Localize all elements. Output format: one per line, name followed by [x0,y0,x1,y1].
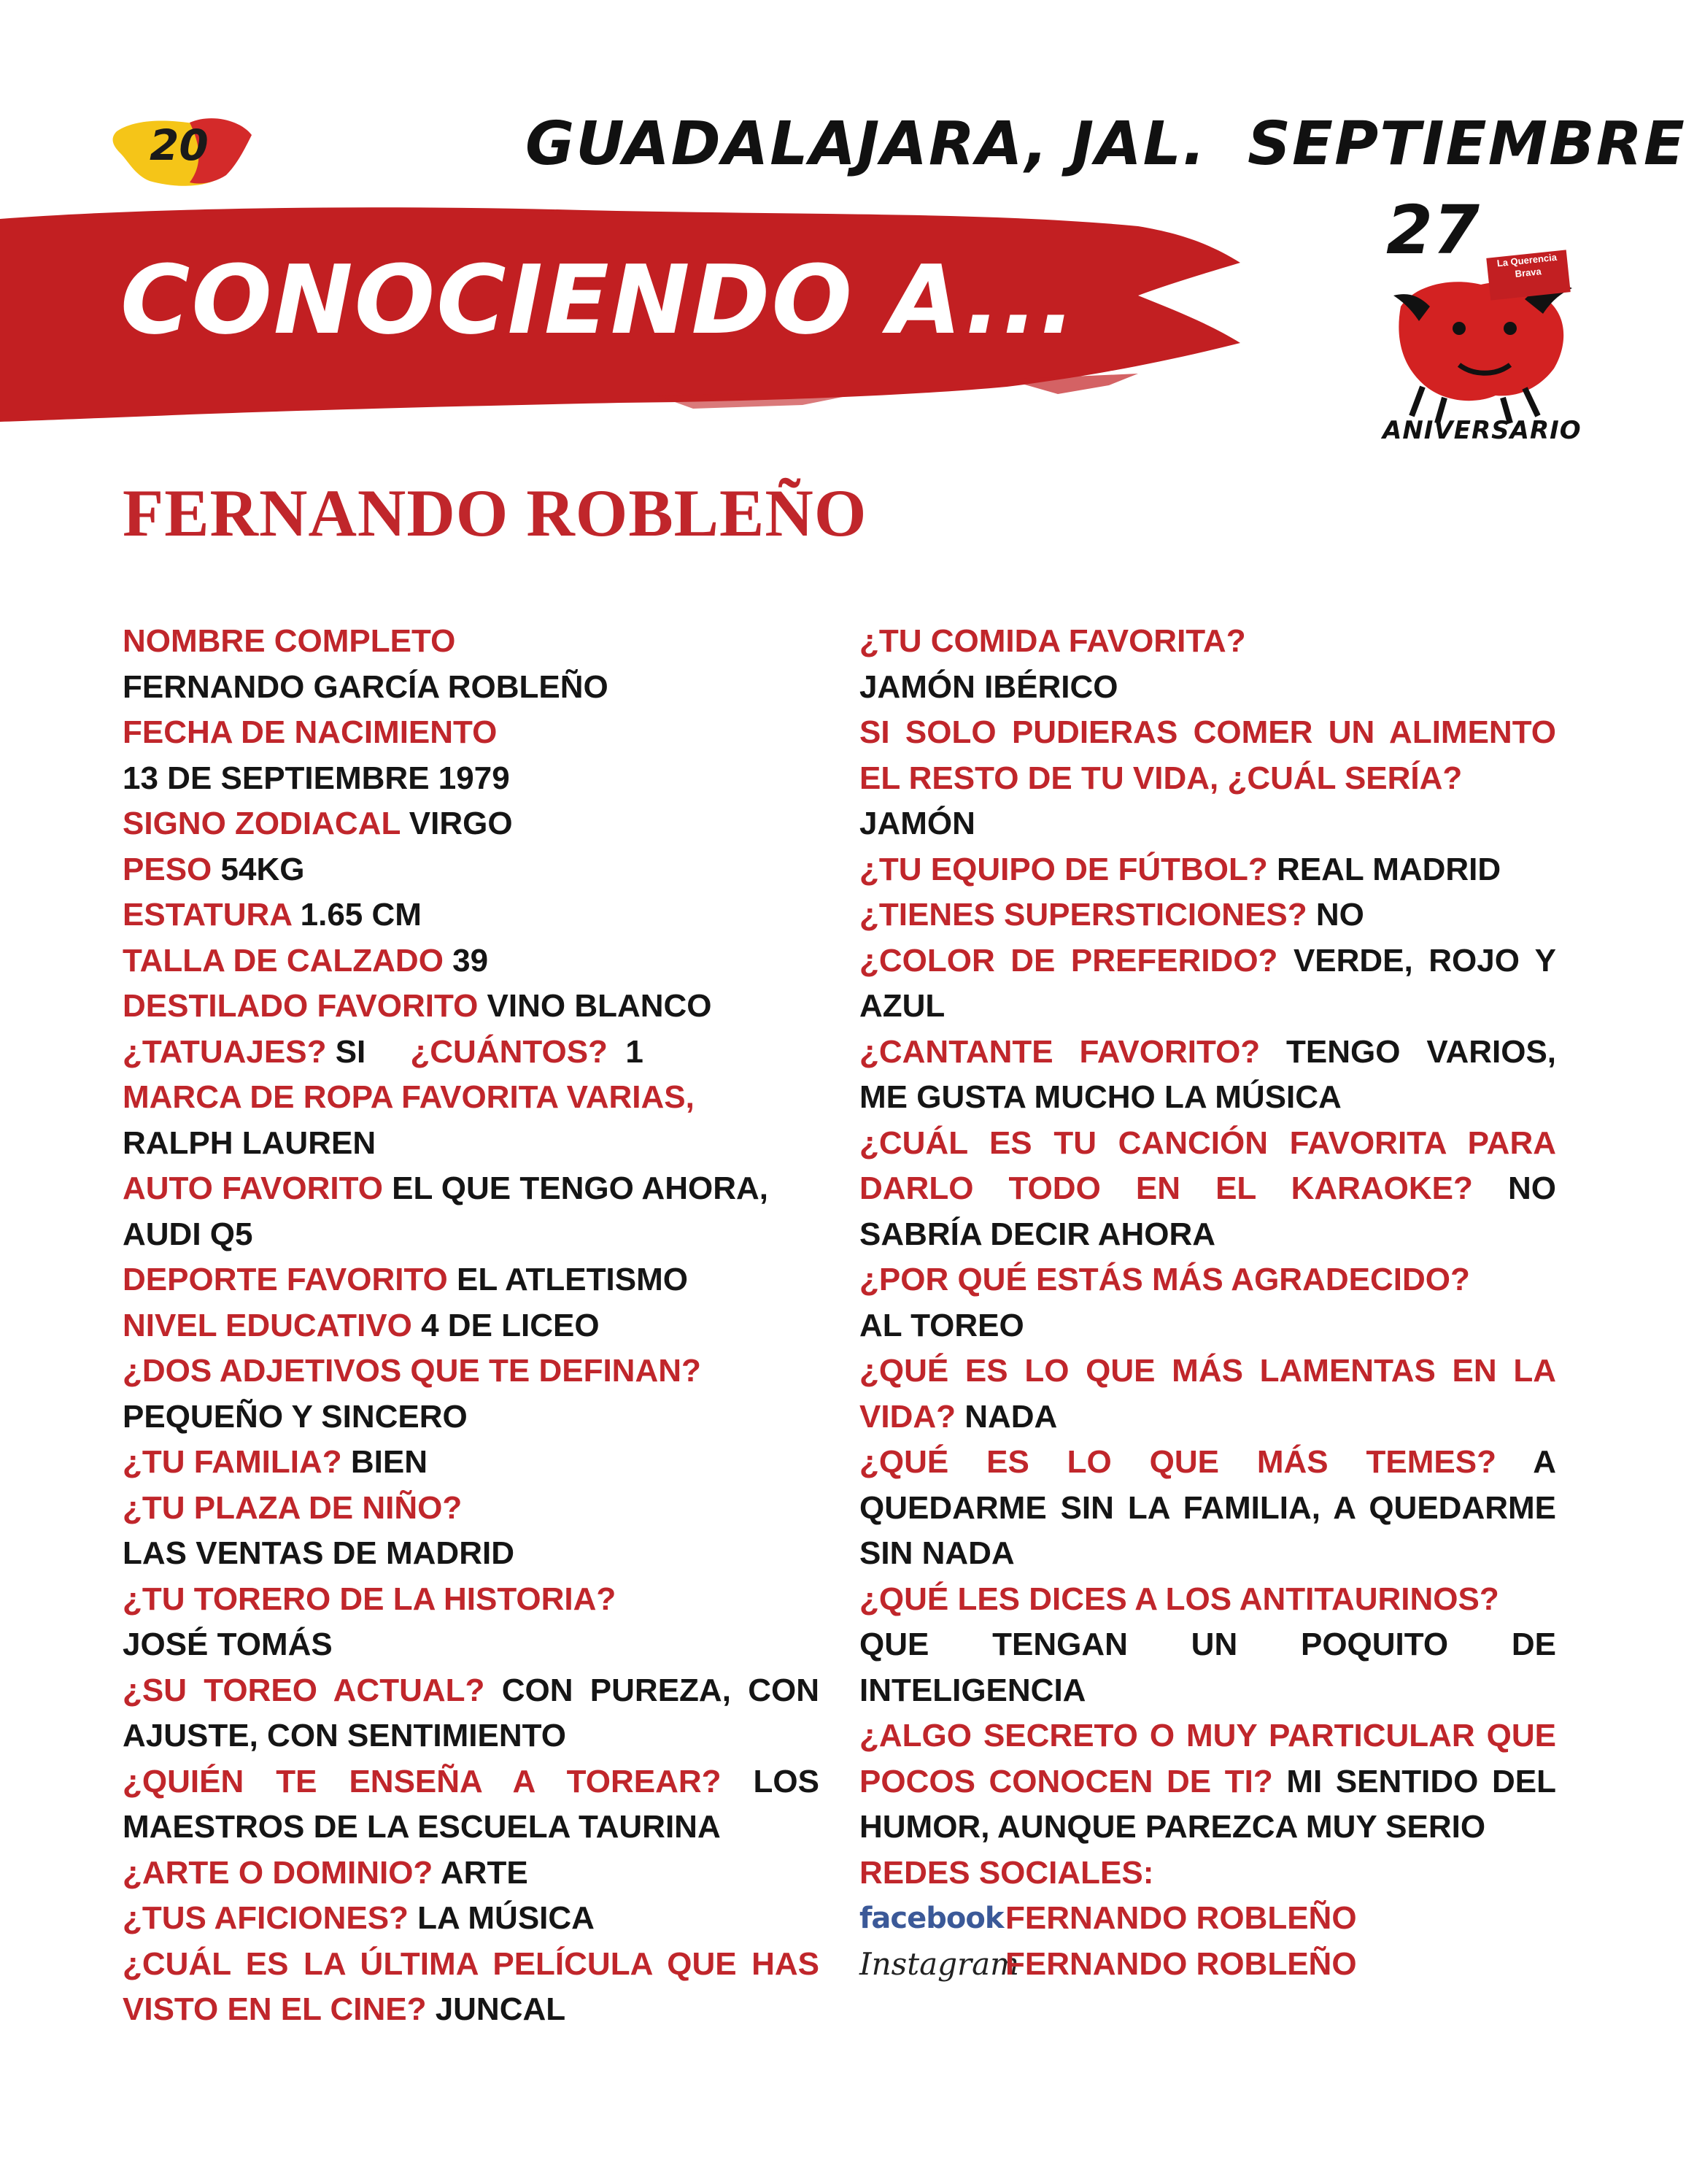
qa-entry [859,1348,1556,1440]
qa-entry [123,1303,819,1349]
question-label: ESTATURA [123,897,292,933]
answer-text: 1.65 CM [300,897,422,933]
answer-text: NO SABRÍA DECIR AHORA [859,1170,1556,1252]
question-label: ¿DOS ADJETIVOS QUE TE DEFINAN? [123,1353,701,1389]
answer-text: JOSÉ TOMÁS [123,1627,333,1662]
answer-text: AL TOREO [859,1307,1024,1343]
question-label: ¿CUÁL ES TU CANCIÓN FAVORITA PARA DARLO TODO EN EL KARAOKE? [859,1124,1556,1206]
question-label: MARCA DE ROPA FAVORITA VARIAS, [123,1079,695,1115]
answer-text: 4 DE LICEO [421,1307,600,1343]
qa-entry [859,710,1556,847]
answer-text: VERDE, ROJO Y AZUL [859,942,1556,1024]
question-label: REDES SOCIALES: [859,1854,1154,1891]
question-label: NOMBRE COMPLETO [123,623,456,659]
qa-entry [123,1896,819,1942]
qa-entry [123,1668,819,1759]
question-label: SIGNO ZODIACAL [123,806,401,841]
answer-text: NO [1315,897,1364,933]
question-label: ¿POR QUÉ ESTÁS MÁS AGRADECIDO? [859,1262,1470,1297]
answer-text: VIRGO [409,806,513,841]
qa-entry [859,938,1556,1030]
question-label: ¿CANTANTE FAVORITO? [859,1033,1261,1070]
question-label: ¿QUIÉN TE ENSEÑA A TOREAR? [123,1763,722,1799]
answer-text: MI SENTIDO DEL HUMOR, AUNQUE PAREZCA MUY SERIO [859,1763,1556,1845]
question-label: ¿TU COMIDA FAVORITA? [859,623,1246,659]
answer-text: EL ATLETISMO [457,1262,688,1297]
answer-text: ARTE [440,1854,528,1891]
question-label: DESTILADO FAVORITO [123,988,479,1024]
answer-text: BIEN [350,1444,428,1480]
question-label: ¿ARTE O DOMINIO? [123,1854,433,1891]
header-city: GUADALAJARA, JAL. [525,109,1207,179]
qa-entry [123,1257,819,1303]
qa-entry [123,1942,819,2033]
answer-text: NADA [964,1398,1058,1435]
qa-entry [123,847,819,893]
qa-entry [123,1577,819,1668]
qa-entry [123,1030,819,1076]
question-label: ¿TU EQUIPO DE FÚTBOL? [859,851,1268,887]
answer-text: CON PUREZA, CON AJUSTE, CON SENTIMIENTO [123,1672,820,1753]
question-label: NIVEL EDUCATIVO [123,1307,412,1343]
question-label: ¿QUÉ ES LO QUE MÁS LAMENTAS EN LA VIDA? [859,1353,1556,1435]
qa-entry [859,1851,1556,1896]
right-column [859,619,1556,1987]
answer-text: LOS MAESTROS DE LA ESCUELA TAURINA [123,1763,819,1845]
qa-entry [123,1759,819,1851]
answer-text: TENGO VARIOS, ME GUSTA MUCHO LA MÚSICA [859,1033,1557,1115]
question-label: FECHA DE NACIMIENTO [123,714,498,750]
qa-entry [859,847,1556,893]
question-label: ¿QUÉ LES DICES A LOS ANTITAURINOS? [859,1581,1499,1617]
social-handle: FERNANDO ROBLEÑO [1005,1900,1357,1936]
question-label: ¿CUÁL ES LA ÚLTIMA PELÍCULA QUE HAS VISTO EN EL CINE? [123,1945,819,2027]
anniversary-tag: La Querencia Brava [1486,250,1570,300]
answer-text: 54KG [220,851,305,887]
question-label: ¿TU FAMILIA? [123,1444,342,1480]
qa-entry [123,619,819,665]
answer-text: SI [335,1033,366,1070]
qa-entry [859,1030,1556,1121]
qa-entry [859,892,1556,938]
question-label: AUTO FAVORITO [123,1170,383,1206]
qa-entry [123,1440,819,1486]
question-label: ¿TU PLAZA DE NIÑO? [123,1489,463,1526]
instagram-logo-icon: Instagram [859,1945,1019,1982]
social-row-facebook [859,1896,1556,1942]
question-label: ¿CUÁNTOS? [410,1033,608,1070]
qa-entry [123,1486,819,1577]
answer-text: QUE TENGAN UN POQUITO DE INTELIGENCIA [859,1627,1556,1708]
qa-entry [859,619,1556,710]
qa-entry [859,1713,1556,1851]
left-column [123,619,819,2033]
social-row-instagram [859,1942,1556,1988]
answer-text: LAS VENTAS DE MADRID [123,1535,514,1571]
qa-entry [123,938,819,984]
answer-text: VINO BLANCO [487,988,712,1024]
qa-entry [123,1348,819,1440]
qa-entry [123,1075,819,1166]
banner-title: CONOCIENDO A... [120,244,1078,355]
answer-text: PEQUEÑO Y SINCERO [123,1398,468,1435]
answer-text: RALPH LAUREN [123,1124,376,1161]
page-title: FERNANDO ROBLEÑO [123,476,867,550]
qa-entry [123,1166,819,1257]
qa-entry [123,710,819,756]
answer-text: REAL MADRID [1277,851,1501,887]
question-label: SI SOLO PUDIERAS COMER UN ALIMENTO EL RESTO DE TU VIDA, ¿CUÁL SERÍA? [859,714,1556,796]
question-label: DEPORTE FAVORITO [123,1262,448,1297]
qa-entry [123,665,819,711]
qa-entry [123,801,819,847]
answer-text: JAMÓN [859,806,975,841]
header-month: SEPTIEMBRE [1248,109,1686,179]
answer-text: JUNCAL [435,1991,566,2027]
answer-text: 39 [452,942,489,979]
answer-text: LA MÚSICA [417,1900,595,1936]
answer-text: EL QUE TENGO AHORA, AUDI Q5 [123,1170,768,1252]
question-label: ¿TIENES SUPERSTICIONES? [859,897,1307,933]
qa-entry [123,1851,819,1896]
question-label: ¿ALGO SECRETO O MUY PARTICULAR QUE POCOS CONOCEN DE TI? [859,1718,1556,1799]
page-number: 20 [150,120,209,170]
answer-text: 13 DE SEPTIEMBRE 1979 [123,760,510,796]
answer-text: JAMÓN IBÉRICO [859,668,1118,705]
question-label: ¿TUS AFICIONES? [123,1900,409,1936]
answer-text: A QUEDARME SIN LA FAMILIA, A QUEDARME SIN NADA [859,1444,1557,1571]
question-label: ¿TU TORERO DE LA HISTORIA? [123,1581,616,1617]
answer-text: FERNANDO GARCÍA ROBLEÑO [123,668,608,705]
question-label: ¿COLOR DE PREFERIDO? [859,942,1278,979]
facebook-logo-icon: facebook [859,1902,1004,1935]
question-label: TALLA DE CALZADO [123,942,444,979]
anniversary-number: 27 [1386,191,1480,269]
qa-entry [123,984,819,1030]
qa-entry [859,1440,1556,1577]
anniversary-word: ANIVERSARIO [1383,416,1582,445]
qa-entry [859,1577,1556,1714]
answer-text: 1 [625,1033,643,1070]
qa-entry [859,1257,1556,1348]
question-label: ¿TATUAJES? [123,1033,327,1070]
qa-entry [123,756,819,802]
qa-entry [123,892,819,938]
social-handle: FERNANDO ROBLEÑO [1005,1945,1357,1982]
question-label: PESO [123,851,212,887]
qa-entry [859,1121,1556,1258]
question-label: ¿SU TOREO ACTUAL? [123,1672,485,1708]
question-label: ¿QUÉ ES LO QUE MÁS TEMES? [859,1444,1496,1480]
